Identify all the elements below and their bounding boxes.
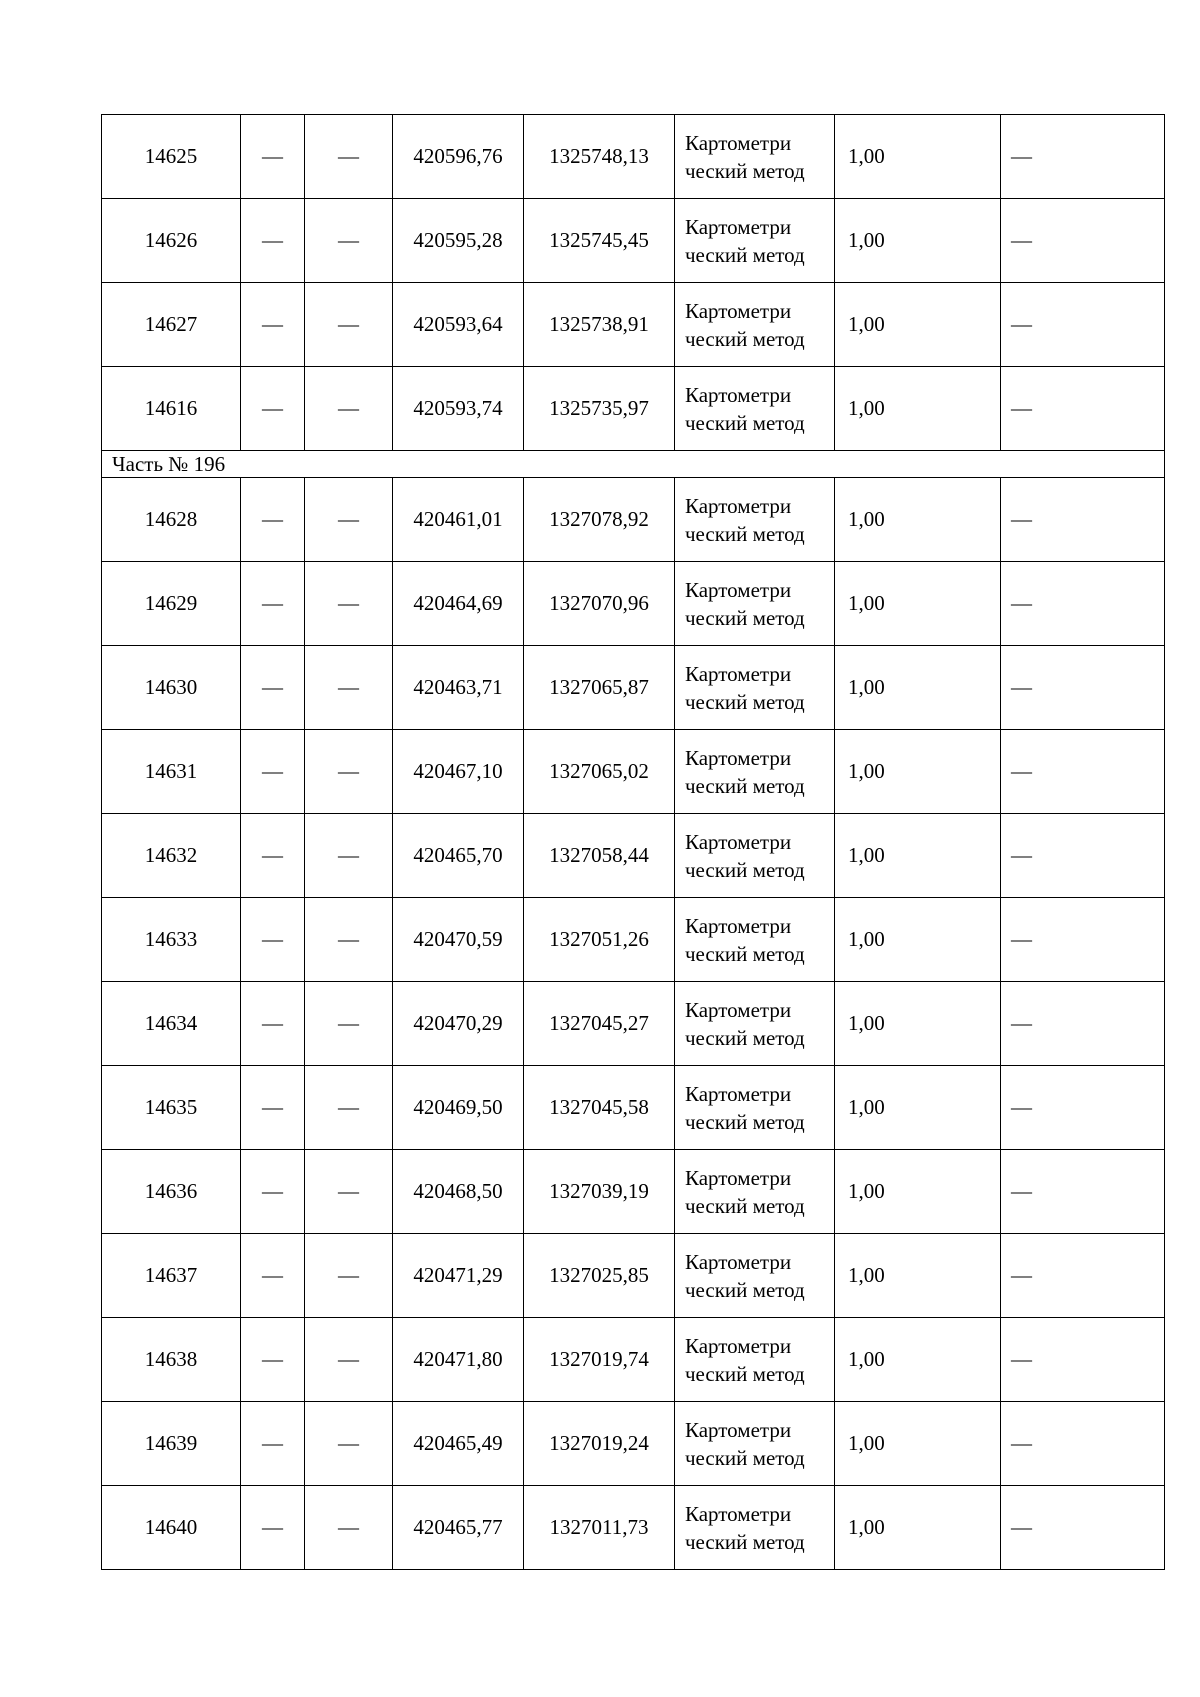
dash-cell: —	[241, 367, 305, 451]
accuracy-cell: 1,00	[835, 1402, 1001, 1486]
dash-cell: —	[241, 199, 305, 283]
y-coordinate-cell: 1325745,45	[524, 199, 675, 283]
dash-cell: —	[241, 646, 305, 730]
point-number-cell: 14634	[102, 982, 241, 1066]
dash-cell: —	[305, 1066, 393, 1150]
method-cell: Картометри ческий метод	[675, 1402, 835, 1486]
x-coordinate-cell: 420465,49	[393, 1402, 524, 1486]
method-cell: Картометри ческий метод	[675, 1318, 835, 1402]
x-coordinate-cell: 420465,77	[393, 1486, 524, 1570]
y-coordinate-cell: 1327039,19	[524, 1150, 675, 1234]
table-row	[102, 1486, 1165, 1570]
dash-cell: —	[241, 898, 305, 982]
method-cell: Картометри ческий метод	[675, 814, 835, 898]
dash-cell: —	[305, 1486, 393, 1570]
dash-cell: —	[305, 982, 393, 1066]
dash-cell: —	[305, 1318, 393, 1402]
y-coordinate-cell: 1327019,24	[524, 1402, 675, 1486]
accuracy-cell: 1,00	[835, 898, 1001, 982]
y-coordinate-cell: 1327045,58	[524, 1066, 675, 1150]
dash-cell: —	[1001, 367, 1165, 451]
dash-cell: —	[1001, 730, 1165, 814]
method-cell: Картометри ческий метод	[675, 367, 835, 451]
dash-cell: —	[1001, 1318, 1165, 1402]
y-coordinate-cell: 1327078,92	[524, 478, 675, 562]
accuracy-cell: 1,00	[835, 562, 1001, 646]
y-coordinate-cell: 1327045,27	[524, 982, 675, 1066]
y-coordinate-cell: 1327025,85	[524, 1234, 675, 1318]
dash-cell: —	[241, 814, 305, 898]
point-number-cell: 14625	[102, 115, 241, 199]
section-header-row	[102, 451, 1165, 478]
dash-cell: —	[241, 283, 305, 367]
dash-cell: —	[241, 1402, 305, 1486]
dash-cell: —	[1001, 199, 1165, 283]
accuracy-cell: 1,00	[835, 814, 1001, 898]
dash-cell: —	[241, 1486, 305, 1570]
dash-cell: —	[305, 898, 393, 982]
table-row	[102, 1066, 1165, 1150]
dash-cell: —	[1001, 1234, 1165, 1318]
accuracy-cell: 1,00	[835, 982, 1001, 1066]
dash-cell: —	[1001, 1150, 1165, 1234]
y-coordinate-cell: 1327051,26	[524, 898, 675, 982]
y-coordinate-cell: 1327058,44	[524, 814, 675, 898]
table-row	[102, 1318, 1165, 1402]
point-number-cell: 14633	[102, 898, 241, 982]
x-coordinate-cell: 420595,28	[393, 199, 524, 283]
x-coordinate-cell: 420467,10	[393, 730, 524, 814]
y-coordinate-cell: 1325748,13	[524, 115, 675, 199]
dash-cell: —	[1001, 814, 1165, 898]
table-row	[102, 1234, 1165, 1318]
accuracy-cell: 1,00	[835, 1066, 1001, 1150]
method-cell: Картометри ческий метод	[675, 1066, 835, 1150]
y-coordinate-cell: 1327065,02	[524, 730, 675, 814]
dash-cell: —	[305, 199, 393, 283]
x-coordinate-cell: 420593,74	[393, 367, 524, 451]
dash-cell: —	[305, 730, 393, 814]
method-cell: Картометри ческий метод	[675, 199, 835, 283]
dash-cell: —	[305, 367, 393, 451]
y-coordinate-cell: 1325735,97	[524, 367, 675, 451]
table-row	[102, 1150, 1165, 1234]
point-number-cell: 14638	[102, 1318, 241, 1402]
point-number-cell: 14632	[102, 814, 241, 898]
y-coordinate-cell: 1327011,73	[524, 1486, 675, 1570]
point-number-cell: 14626	[102, 199, 241, 283]
table-row	[102, 115, 1165, 199]
point-number-cell: 14637	[102, 1234, 241, 1318]
point-number-cell: 14629	[102, 562, 241, 646]
dash-cell: —	[1001, 1486, 1165, 1570]
table-row	[102, 562, 1165, 646]
accuracy-cell: 1,00	[835, 199, 1001, 283]
method-cell: Картометри ческий метод	[675, 115, 835, 199]
accuracy-cell: 1,00	[835, 1486, 1001, 1570]
method-cell: Картометри ческий метод	[675, 1150, 835, 1234]
table-row	[102, 730, 1165, 814]
dash-cell: —	[241, 1066, 305, 1150]
dash-cell: —	[241, 982, 305, 1066]
table-row	[102, 1402, 1165, 1486]
dash-cell: —	[1001, 115, 1165, 199]
dash-cell: —	[241, 730, 305, 814]
dash-cell: —	[305, 283, 393, 367]
x-coordinate-cell: 420596,76	[393, 115, 524, 199]
x-coordinate-cell: 420464,69	[393, 562, 524, 646]
dash-cell: —	[1001, 1066, 1165, 1150]
point-number-cell: 14630	[102, 646, 241, 730]
dash-cell: —	[1001, 1402, 1165, 1486]
dash-cell: —	[1001, 898, 1165, 982]
y-coordinate-cell: 1327070,96	[524, 562, 675, 646]
accuracy-cell: 1,00	[835, 115, 1001, 199]
dash-cell: —	[241, 562, 305, 646]
dash-cell: —	[305, 814, 393, 898]
table-row	[102, 646, 1165, 730]
point-number-cell: 14636	[102, 1150, 241, 1234]
y-coordinate-cell: 1327065,87	[524, 646, 675, 730]
dash-cell: —	[1001, 283, 1165, 367]
dash-cell: —	[305, 478, 393, 562]
table-row	[102, 814, 1165, 898]
dash-cell: —	[305, 646, 393, 730]
x-coordinate-cell: 420461,01	[393, 478, 524, 562]
point-number-cell: 14639	[102, 1402, 241, 1486]
accuracy-cell: 1,00	[835, 367, 1001, 451]
dash-cell: —	[305, 1402, 393, 1486]
x-coordinate-cell: 420465,70	[393, 814, 524, 898]
table-row	[102, 367, 1165, 451]
accuracy-cell: 1,00	[835, 1318, 1001, 1402]
method-cell: Картометри ческий метод	[675, 562, 835, 646]
x-coordinate-cell: 420471,29	[393, 1234, 524, 1318]
dash-cell: —	[1001, 646, 1165, 730]
method-cell: Картометри ческий метод	[675, 1486, 835, 1570]
dash-cell: —	[1001, 982, 1165, 1066]
dash-cell: —	[241, 478, 305, 562]
accuracy-cell: 1,00	[835, 283, 1001, 367]
x-coordinate-cell: 420593,64	[393, 283, 524, 367]
accuracy-cell: 1,00	[835, 646, 1001, 730]
accuracy-cell: 1,00	[835, 1234, 1001, 1318]
y-coordinate-cell: 1327019,74	[524, 1318, 675, 1402]
dash-cell: —	[1001, 562, 1165, 646]
point-number-cell: 14627	[102, 283, 241, 367]
dash-cell: —	[241, 1234, 305, 1318]
point-number-cell: 14640	[102, 1486, 241, 1570]
x-coordinate-cell: 420469,50	[393, 1066, 524, 1150]
point-number-cell: 14631	[102, 730, 241, 814]
x-coordinate-cell: 420468,50	[393, 1150, 524, 1234]
point-number-cell: 14616	[102, 367, 241, 451]
table-row	[102, 199, 1165, 283]
y-coordinate-cell: 1325738,91	[524, 283, 675, 367]
point-number-cell: 14635	[102, 1066, 241, 1150]
method-cell: Картометри ческий метод	[675, 1234, 835, 1318]
method-cell: Картометри ческий метод	[675, 283, 835, 367]
point-number-cell: 14628	[102, 478, 241, 562]
accuracy-cell: 1,00	[835, 1150, 1001, 1234]
dash-cell: —	[241, 1150, 305, 1234]
method-cell: Картометри ческий метод	[675, 646, 835, 730]
table-row	[102, 898, 1165, 982]
dash-cell: —	[241, 1318, 305, 1402]
table-body	[102, 115, 1165, 1570]
dash-cell: —	[305, 115, 393, 199]
dash-cell: —	[1001, 478, 1165, 562]
dash-cell: —	[305, 1234, 393, 1318]
accuracy-cell: 1,00	[835, 730, 1001, 814]
dash-cell: —	[305, 562, 393, 646]
x-coordinate-cell: 420471,80	[393, 1318, 524, 1402]
section-label: Часть № 196	[102, 451, 1165, 478]
dash-cell: —	[305, 1150, 393, 1234]
method-cell: Картометри ческий метод	[675, 982, 835, 1066]
method-cell: Картометри ческий метод	[675, 730, 835, 814]
x-coordinate-cell: 420463,71	[393, 646, 524, 730]
x-coordinate-cell: 420470,59	[393, 898, 524, 982]
method-cell: Картометри ческий метод	[675, 898, 835, 982]
table-row	[102, 982, 1165, 1066]
accuracy-cell: 1,00	[835, 478, 1001, 562]
method-cell: Картометри ческий метод	[675, 478, 835, 562]
x-coordinate-cell: 420470,29	[393, 982, 524, 1066]
dash-cell: —	[241, 115, 305, 199]
table-row	[102, 478, 1165, 562]
table-row	[102, 283, 1165, 367]
coordinates-table	[101, 114, 1165, 1570]
